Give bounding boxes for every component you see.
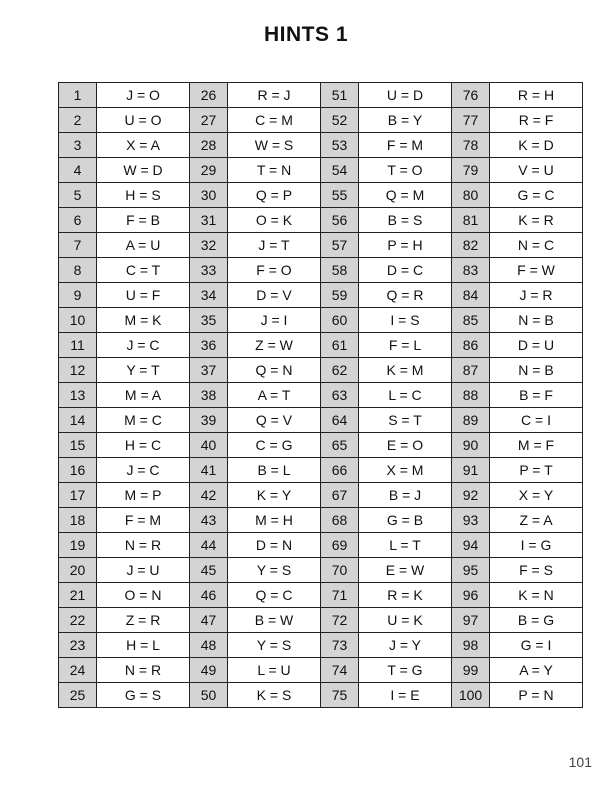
hint-number: 96: [452, 583, 490, 608]
hint-number: 35: [190, 308, 228, 333]
hint-value: H = S: [97, 183, 190, 208]
hint-value: Z = A: [490, 508, 583, 533]
hint-value: I = S: [359, 308, 452, 333]
hint-value: L = T: [359, 533, 452, 558]
hint-number: 11: [59, 333, 97, 358]
table-row: [59, 233, 583, 258]
hint-number: 61: [321, 333, 359, 358]
hint-value: J = Y: [359, 633, 452, 658]
hint-number: 92: [452, 483, 490, 508]
hint-value: Y = T: [97, 358, 190, 383]
hint-value: K = Y: [228, 483, 321, 508]
hint-value: F = S: [490, 558, 583, 583]
table-row: [59, 683, 583, 708]
hint-value: F = W: [490, 258, 583, 283]
hint-value: G = B: [359, 508, 452, 533]
hint-value: R = H: [490, 83, 583, 108]
hint-value: D = C: [359, 258, 452, 283]
hint-number: 32: [190, 233, 228, 258]
hint-value: N = B: [490, 308, 583, 333]
hint-number: 66: [321, 458, 359, 483]
table-row: [59, 558, 583, 583]
hint-number: 91: [452, 458, 490, 483]
hint-number: 76: [452, 83, 490, 108]
hint-number: 62: [321, 358, 359, 383]
table-row: [59, 408, 583, 433]
hint-number: 28: [190, 133, 228, 158]
hint-number: 70: [321, 558, 359, 583]
table-row: [59, 133, 583, 158]
hint-number: 29: [190, 158, 228, 183]
hint-number: 93: [452, 508, 490, 533]
hint-value: J = I: [228, 308, 321, 333]
hint-value: B = Y: [359, 108, 452, 133]
hint-number: 1: [59, 83, 97, 108]
hint-number: 88: [452, 383, 490, 408]
hint-value: Q = V: [228, 408, 321, 433]
hint-value: M = K: [97, 308, 190, 333]
hint-number: 14: [59, 408, 97, 433]
hint-value: T = O: [359, 158, 452, 183]
hint-number: 13: [59, 383, 97, 408]
hint-number: 8: [59, 258, 97, 283]
hint-number: 55: [321, 183, 359, 208]
hints-table-body: [59, 83, 583, 708]
hint-value: K = D: [490, 133, 583, 158]
hint-value: N = R: [97, 533, 190, 558]
hint-number: 94: [452, 533, 490, 558]
table-row: [59, 358, 583, 383]
hint-number: 20: [59, 558, 97, 583]
hint-value: K = M: [359, 358, 452, 383]
hint-value: D = V: [228, 283, 321, 308]
hint-value: A = U: [97, 233, 190, 258]
table-row: [59, 183, 583, 208]
hint-value: X = Y: [490, 483, 583, 508]
table-row: [59, 508, 583, 533]
hint-number: 80: [452, 183, 490, 208]
table-row: [59, 608, 583, 633]
hint-value: Q = C: [228, 583, 321, 608]
hint-number: 50: [190, 683, 228, 708]
hint-value: Z = R: [97, 608, 190, 633]
hint-number: 87: [452, 358, 490, 383]
hint-value: I = G: [490, 533, 583, 558]
hint-value: W = S: [228, 133, 321, 158]
hint-number: 36: [190, 333, 228, 358]
hint-value: I = E: [359, 683, 452, 708]
hint-number: 90: [452, 433, 490, 458]
hint-value: S = T: [359, 408, 452, 433]
hint-number: 43: [190, 508, 228, 533]
table-row: [59, 83, 583, 108]
hint-number: 84: [452, 283, 490, 308]
hint-value: B = L: [228, 458, 321, 483]
hint-number: 9: [59, 283, 97, 308]
hint-value: J = C: [97, 333, 190, 358]
hint-number: 54: [321, 158, 359, 183]
hint-value: Y = S: [228, 633, 321, 658]
hint-value: K = N: [490, 583, 583, 608]
hint-value: J = O: [97, 83, 190, 108]
hint-number: 18: [59, 508, 97, 533]
hint-number: 22: [59, 608, 97, 633]
hint-number: 39: [190, 408, 228, 433]
table-row: [59, 458, 583, 483]
table-row: [59, 208, 583, 233]
hint-number: 99: [452, 658, 490, 683]
hint-value: F = L: [359, 333, 452, 358]
hint-value: J = R: [490, 283, 583, 308]
hint-number: 81: [452, 208, 490, 233]
hint-number: 67: [321, 483, 359, 508]
hint-value: K = R: [490, 208, 583, 233]
hint-number: 10: [59, 308, 97, 333]
table-row: [59, 658, 583, 683]
hint-value: F = B: [97, 208, 190, 233]
hint-value: U = D: [359, 83, 452, 108]
hint-value: T = G: [359, 658, 452, 683]
hint-value: R = J: [228, 83, 321, 108]
hint-number: 25: [59, 683, 97, 708]
hint-value: Q = M: [359, 183, 452, 208]
hint-value: K = S: [228, 683, 321, 708]
hint-value: H = C: [97, 433, 190, 458]
table-row: [59, 283, 583, 308]
hint-value: V = U: [490, 158, 583, 183]
hint-value: W = D: [97, 158, 190, 183]
hint-value: F = M: [359, 133, 452, 158]
hint-value: G = S: [97, 683, 190, 708]
hint-value: A = T: [228, 383, 321, 408]
hint-value: P = T: [490, 458, 583, 483]
hint-number: 58: [321, 258, 359, 283]
hint-number: 75: [321, 683, 359, 708]
hint-number: 44: [190, 533, 228, 558]
hint-value: Y = S: [228, 558, 321, 583]
hint-value: J = U: [97, 558, 190, 583]
hint-number: 30: [190, 183, 228, 208]
hint-number: 41: [190, 458, 228, 483]
hint-value: B = F: [490, 383, 583, 408]
hint-number: 19: [59, 533, 97, 558]
hint-number: 46: [190, 583, 228, 608]
hint-value: M = A: [97, 383, 190, 408]
table-row: [59, 383, 583, 408]
hint-number: 48: [190, 633, 228, 658]
hint-value: H = L: [97, 633, 190, 658]
hint-number: 77: [452, 108, 490, 133]
hint-number: 85: [452, 308, 490, 333]
hint-number: 53: [321, 133, 359, 158]
hint-number: 17: [59, 483, 97, 508]
hint-value: R = K: [359, 583, 452, 608]
hint-number: 59: [321, 283, 359, 308]
hint-number: 31: [190, 208, 228, 233]
hint-number: 97: [452, 608, 490, 633]
hint-number: 98: [452, 633, 490, 658]
hint-number: 51: [321, 83, 359, 108]
hint-number: 4: [59, 158, 97, 183]
hint-number: 16: [59, 458, 97, 483]
table-row: [59, 533, 583, 558]
hint-number: 56: [321, 208, 359, 233]
hint-value: M = C: [97, 408, 190, 433]
hints-table: [58, 82, 583, 708]
hint-value: U = F: [97, 283, 190, 308]
hint-value: J = T: [228, 233, 321, 258]
hint-number: 7: [59, 233, 97, 258]
hint-value: M = H: [228, 508, 321, 533]
hint-number: 83: [452, 258, 490, 283]
hint-value: U = O: [97, 108, 190, 133]
table-row: [59, 433, 583, 458]
hint-number: 95: [452, 558, 490, 583]
hint-value: P = N: [490, 683, 583, 708]
hint-value: Z = W: [228, 333, 321, 358]
hint-number: 57: [321, 233, 359, 258]
hint-value: E = O: [359, 433, 452, 458]
hint-number: 45: [190, 558, 228, 583]
hint-value: D = N: [228, 533, 321, 558]
hint-number: 68: [321, 508, 359, 533]
hint-number: 34: [190, 283, 228, 308]
table-row: [59, 158, 583, 183]
hint-value: B = G: [490, 608, 583, 633]
hint-value: C = I: [490, 408, 583, 433]
hint-value: N = B: [490, 358, 583, 383]
hint-number: 12: [59, 358, 97, 383]
hint-value: P = H: [359, 233, 452, 258]
hint-number: 38: [190, 383, 228, 408]
hint-value: Q = R: [359, 283, 452, 308]
hint-value: T = N: [228, 158, 321, 183]
hint-number: 33: [190, 258, 228, 283]
hint-number: 5: [59, 183, 97, 208]
hint-value: J = C: [97, 458, 190, 483]
hint-number: 3: [59, 133, 97, 158]
hint-number: 82: [452, 233, 490, 258]
hint-number: 2: [59, 108, 97, 133]
hint-number: 23: [59, 633, 97, 658]
hint-value: R = F: [490, 108, 583, 133]
table-row: [59, 108, 583, 133]
hint-number: 78: [452, 133, 490, 158]
hint-number: 15: [59, 433, 97, 458]
table-row: [59, 308, 583, 333]
hint-number: 79: [452, 158, 490, 183]
hint-value: X = A: [97, 133, 190, 158]
hint-number: 27: [190, 108, 228, 133]
hint-value: G = I: [490, 633, 583, 658]
hint-number: 6: [59, 208, 97, 233]
hint-number: 89: [452, 408, 490, 433]
hint-number: 65: [321, 433, 359, 458]
hint-value: Q = P: [228, 183, 321, 208]
hint-value: M = P: [97, 483, 190, 508]
hint-number: 52: [321, 108, 359, 133]
hint-value: N = R: [97, 658, 190, 683]
hint-number: 40: [190, 433, 228, 458]
hint-value: D = U: [490, 333, 583, 358]
hint-value: C = G: [228, 433, 321, 458]
hint-value: O = N: [97, 583, 190, 608]
hint-value: O = K: [228, 208, 321, 233]
hint-value: B = J: [359, 483, 452, 508]
hint-value: X = M: [359, 458, 452, 483]
hint-value: G = C: [490, 183, 583, 208]
hint-value: F = O: [228, 258, 321, 283]
hint-value: M = F: [490, 433, 583, 458]
page-title: HINTS 1: [263, 23, 348, 46]
table-row: [59, 633, 583, 658]
hint-value: B = W: [228, 608, 321, 633]
hint-number: 42: [190, 483, 228, 508]
hint-number: 100: [452, 683, 490, 708]
hint-number: 72: [321, 608, 359, 633]
hint-number: 86: [452, 333, 490, 358]
hint-number: 37: [190, 358, 228, 383]
hint-value: C = T: [97, 258, 190, 283]
hint-number: 24: [59, 658, 97, 683]
hint-number: 21: [59, 583, 97, 608]
table-row: [59, 483, 583, 508]
hint-number: 74: [321, 658, 359, 683]
table-row: [59, 333, 583, 358]
hint-value: A = Y: [490, 658, 583, 683]
hint-number: 71: [321, 583, 359, 608]
table-row: [59, 583, 583, 608]
hint-value: U = K: [359, 608, 452, 633]
hint-value: B = S: [359, 208, 452, 233]
hint-number: 47: [190, 608, 228, 633]
table-row: [59, 258, 583, 283]
hint-number: 60: [321, 308, 359, 333]
hint-value: L = U: [228, 658, 321, 683]
hint-number: 49: [190, 658, 228, 683]
hint-value: N = C: [490, 233, 583, 258]
hint-value: C = M: [228, 108, 321, 133]
hint-number: 73: [321, 633, 359, 658]
hint-number: 64: [321, 408, 359, 433]
page-number: 101: [568, 754, 592, 770]
hint-value: Q = N: [228, 358, 321, 383]
hint-number: 63: [321, 383, 359, 408]
hint-value: E = W: [359, 558, 452, 583]
hint-number: 69: [321, 533, 359, 558]
hint-number: 26: [190, 83, 228, 108]
hint-value: F = M: [97, 508, 190, 533]
hint-value: L = C: [359, 383, 452, 408]
